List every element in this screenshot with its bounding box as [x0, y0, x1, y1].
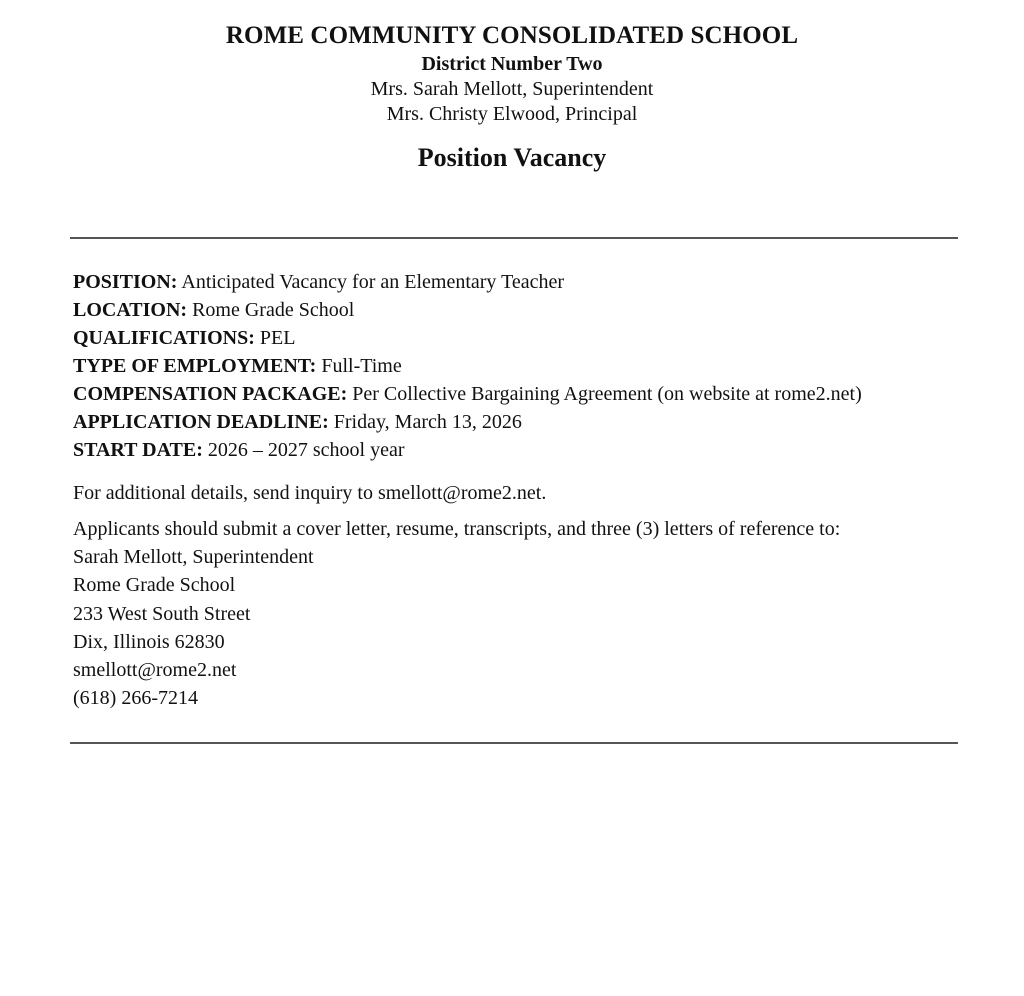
contact-school: Rome Grade School: [73, 574, 236, 597]
position-details: [73, 268, 973, 464]
detail-value: Per Collective Bargaining Agreement (on website at rome2.net): [352, 383, 862, 405]
contact-name: Sarah Mellott, Superintendent: [73, 546, 314, 569]
detail-label: APPLICATION DEADLINE:: [73, 411, 329, 433]
detail-row-position: [73, 268, 973, 296]
principal-line: Mrs. Christy Elwood, Principal: [386, 103, 638, 125]
detail-label: START DATE:: [73, 439, 203, 461]
bottom-divider: [70, 742, 958, 744]
detail-row-start-date: [73, 436, 973, 464]
detail-value: Friday, March 13, 2026: [333, 411, 522, 433]
detail-row-employment-type: [73, 352, 973, 380]
contact-street: 233 West South Street: [73, 602, 251, 625]
detail-label: QUALIFICATIONS:: [73, 327, 255, 349]
detail-value: Rome Grade School: [192, 299, 355, 321]
detail-label: COMPENSATION PACKAGE:: [73, 383, 348, 405]
contact-city-state-zip: Dix, Illinois 62830: [73, 630, 225, 653]
detail-label: TYPE OF EMPLOYMENT:: [73, 355, 317, 377]
letterhead: [0, 20, 1024, 175]
contact-email: smellott@rome2.net: [73, 659, 237, 682]
contact-phone: (618) 266-7214: [73, 687, 198, 710]
school-name: ROME COMMUNITY CONSOLIDATED SCHOOL: [225, 22, 799, 49]
detail-label: POSITION:: [73, 271, 178, 293]
detail-row-deadline: [73, 408, 973, 436]
detail-value: PEL: [259, 327, 296, 349]
detail-label: LOCATION:: [73, 299, 188, 321]
detail-value: Full-Time: [321, 355, 402, 377]
detail-row-location: [73, 296, 973, 324]
district-name: District Number Two: [421, 53, 603, 75]
application-instructions: Applicants should submit a cover letter, resume, transcripts, and three (3) letters of reference to:: [73, 518, 841, 540]
detail-value: 2026 – 2027 school year: [207, 439, 405, 461]
top-divider: [70, 237, 958, 239]
inquiry-note: For additional details, send inquiry to smellott@rome2.net.: [73, 482, 547, 504]
detail-row-compensation: [73, 380, 973, 408]
superintendent-line: Mrs. Sarah Mellott, Superintendent: [370, 78, 654, 100]
application-block: [73, 515, 840, 712]
detail-row-qualifications: [73, 324, 973, 352]
detail-value: Anticipated Vacancy for an Elementary Teacher: [181, 271, 565, 293]
document-title: Position Vacancy: [417, 143, 607, 172]
